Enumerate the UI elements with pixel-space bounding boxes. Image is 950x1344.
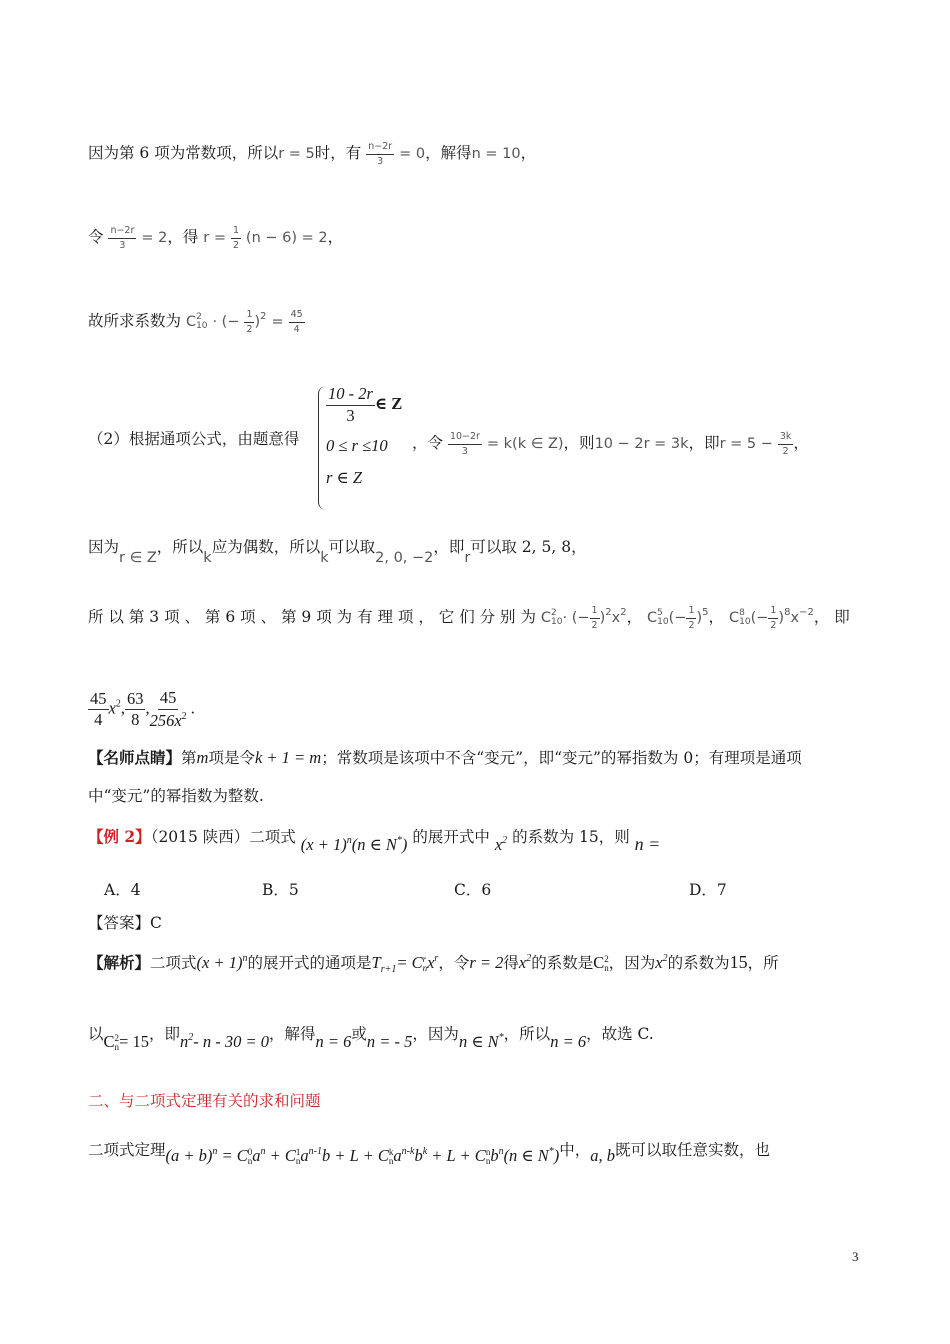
math: · (− xyxy=(212,314,240,330)
heading-text: 二、与二项式定理有关的求和问题 xyxy=(88,1092,321,1110)
text: ，因为 xyxy=(608,954,656,972)
line-6 xyxy=(88,606,850,630)
text: （2）根据通项公式，由题意得 xyxy=(88,430,300,448)
math: ) xyxy=(254,314,261,330)
math: 10 − 2r = 3k xyxy=(594,436,689,452)
math: = xyxy=(271,314,284,330)
math: = k(k ∈ Z) xyxy=(486,436,564,452)
fraction: $\frac{45}{4}$ xyxy=(290,309,303,335)
system-row-2: 0 ≤ r ≤10 xyxy=(326,436,388,455)
text: 的系数是 xyxy=(531,954,594,972)
text: 项是令 xyxy=(208,749,255,767)
math: k xyxy=(203,550,212,566)
punct: , xyxy=(120,698,125,718)
text: 可以取 xyxy=(328,538,376,556)
line-3 xyxy=(88,310,305,334)
section-heading xyxy=(88,1092,321,1111)
text: 二项式定理 xyxy=(88,1141,166,1159)
fraction: $\frac{n-2r}{3}$ xyxy=(110,225,135,251)
fraction: $\frac{45}{256x^2}$ xyxy=(149,688,187,730)
text: ，即 xyxy=(688,434,720,452)
fraction: $\frac{45}{4}$ xyxy=(90,688,107,729)
math: $x^2$ xyxy=(494,835,508,854)
var: m xyxy=(196,748,209,767)
text: ，得 xyxy=(167,228,199,246)
text: ， 即 xyxy=(813,608,850,626)
math: $T_{r+1}= C$ r n $x^r$ xyxy=(371,953,439,975)
text: 令 xyxy=(88,228,104,246)
var: x xyxy=(108,698,116,718)
text: 以 xyxy=(88,1025,104,1043)
line-8 xyxy=(88,748,802,768)
punct: ， xyxy=(327,228,344,246)
line-13 xyxy=(88,952,779,976)
fraction: $\frac{1}{2}$ xyxy=(246,309,253,335)
math: $n^2-$ n - 30 = 0 xyxy=(179,1032,269,1051)
text: 所 以 第 3 项 、 第 6 项 、 第 9 项 为 有 理 项 ， 它 们 分 别 为 xyxy=(88,608,536,626)
line-1 xyxy=(88,142,536,166)
option-a[interactable]: A．4 xyxy=(104,881,141,899)
text: 第 xyxy=(181,749,197,767)
punct: ， xyxy=(708,608,725,626)
math: n = - 5 xyxy=(366,1032,413,1051)
fraction: $\frac{3k}{2}$ xyxy=(779,431,792,457)
fraction: $\frac{63}{8}$ xyxy=(126,688,144,729)
text: ，则 xyxy=(563,434,595,452)
line-answer xyxy=(88,914,162,933)
text: ；常数项是该项中不含“变元”，即“变元”的幂指数为 0；有理项是通项 xyxy=(321,749,802,767)
text: ，即 xyxy=(433,538,465,556)
text: 可以取 2, 5, 8， xyxy=(470,538,587,556)
text: ，令 xyxy=(438,954,470,972)
line-4-right xyxy=(412,432,809,456)
rational-term-3: C 8 10 (− $\frac{1}{2}$ )$^8x^{-2}$ xyxy=(728,605,814,631)
math: r = 5 − xyxy=(719,436,773,452)
punct: ， xyxy=(793,434,809,452)
text: 中“变元”的幂指数为整数. xyxy=(88,787,264,805)
equation-system xyxy=(318,386,418,510)
text: 应为偶数，所以 xyxy=(211,538,321,556)
line-7 xyxy=(88,690,195,729)
math: (n − 6) = 2 xyxy=(245,230,328,246)
math: k xyxy=(320,550,329,566)
text: ，故选 C. xyxy=(586,1025,654,1043)
text: 中， xyxy=(559,1141,591,1159)
math: $(x + 1)^n(n$ ∈ N*) xyxy=(300,835,408,854)
punct: . xyxy=(190,698,195,718)
analysis-tag: 【解析】 xyxy=(88,953,151,972)
option-d[interactable]: D．7 xyxy=(689,881,727,899)
line-4 xyxy=(88,430,299,449)
fraction: $\frac{n-2r}{3}$ xyxy=(368,141,393,167)
text: ，所以 xyxy=(156,538,204,556)
tip-tag: 【名师点睛】 xyxy=(88,748,182,767)
text: ，令 xyxy=(412,434,444,452)
set-z: ∈ Z xyxy=(374,393,403,413)
math: a, b xyxy=(590,1146,616,1165)
text: 时，有 xyxy=(314,144,362,162)
punct: , xyxy=(145,698,150,718)
math-n10: n = 10 xyxy=(471,146,521,162)
fraction: $\frac{10 - 2r}{3}$ xyxy=(328,384,373,425)
math: r xyxy=(464,550,471,566)
line-14 xyxy=(88,1024,654,1053)
binomial-coefficient: C 2 10 xyxy=(185,312,208,331)
text: 故所求系数为 xyxy=(88,312,182,330)
punct: ， xyxy=(626,608,643,626)
text: 的系数为 xyxy=(667,954,730,972)
math: = 0 xyxy=(399,146,426,162)
exponent: 2 xyxy=(115,698,121,710)
answer-options xyxy=(104,881,727,900)
math: n = 6 xyxy=(550,1032,587,1051)
math: C 2 n = 15 xyxy=(103,1032,149,1053)
system-row-3: r ∈ Z xyxy=(326,468,363,487)
math: k + 1 = m xyxy=(254,748,322,767)
option-c[interactable]: C．6 xyxy=(454,881,492,899)
math: r ∈ Z xyxy=(119,550,157,566)
math: r = xyxy=(203,230,226,246)
binomial-theorem: $(a + b)^n = C$ 0 n $a^n + C$ 1 n $a^{n-1}b + L + C$ k n $a^{n-k}b^k + L + C$ n n $b^n(n$ ∈ N*) xyxy=(165,1146,560,1167)
math: n ∈ N* xyxy=(458,1032,504,1051)
line-16 xyxy=(88,1140,771,1167)
math: $x^2$ xyxy=(518,953,532,972)
line-5 xyxy=(88,538,587,566)
text: ，所以 xyxy=(503,1025,551,1043)
text: ，解得 xyxy=(425,144,472,162)
text: 因为 xyxy=(88,538,120,556)
answer: 【答案】C xyxy=(88,914,162,932)
rational-term-2: C 5 10 (− $\frac{1}{2}$ )$^5$ xyxy=(647,605,709,631)
math: n = xyxy=(634,834,661,854)
exponent: 2 xyxy=(260,311,267,322)
math: $x^2$ xyxy=(655,953,668,972)
math: $(x + 1)^n$ xyxy=(196,953,248,972)
example-tag: 【例 2】 xyxy=(88,827,151,846)
line-2 xyxy=(88,226,343,250)
text: ，因为 xyxy=(412,1025,459,1043)
math: r = 2 xyxy=(469,953,504,972)
fraction: $\frac{1}{2}$ xyxy=(232,225,239,251)
text: 得 xyxy=(503,954,519,972)
page-number: 3 xyxy=(852,1249,859,1264)
text: ，解得 xyxy=(268,1025,316,1043)
line-10 xyxy=(88,826,661,854)
text: ，即 xyxy=(148,1025,180,1043)
option-b[interactable]: B．5 xyxy=(262,881,299,899)
rational-term-1: C 2 10 · (− $\frac{1}{2}$ )$^2x^2$ xyxy=(540,605,627,631)
line-9 xyxy=(88,787,264,806)
math: C 2 n xyxy=(593,953,609,974)
text: 既可以取任意实数，也 xyxy=(615,1141,771,1159)
math: 15 xyxy=(729,952,748,972)
text: 的系数为 15，则 xyxy=(512,828,630,846)
text: 或 xyxy=(351,1025,367,1043)
text: 的展开式中 xyxy=(412,828,490,846)
text: 二项式 xyxy=(150,954,197,972)
text: 因为第 6 项为常数项，所以 xyxy=(88,144,279,162)
punct: ， xyxy=(520,144,537,162)
math: 2, 0, −2 xyxy=(375,550,434,566)
text: 的展开式的通项是 xyxy=(247,954,372,972)
math: n = 6 xyxy=(315,1032,352,1051)
math-r5: r = 5 xyxy=(278,146,315,162)
math: = 2 xyxy=(141,230,168,246)
text: （2015 陕西）二项式 xyxy=(150,828,296,846)
system-row-1 xyxy=(326,386,402,424)
text: ，所 xyxy=(747,954,779,972)
fraction: $\frac{10-2r}{3}$ xyxy=(449,431,480,457)
